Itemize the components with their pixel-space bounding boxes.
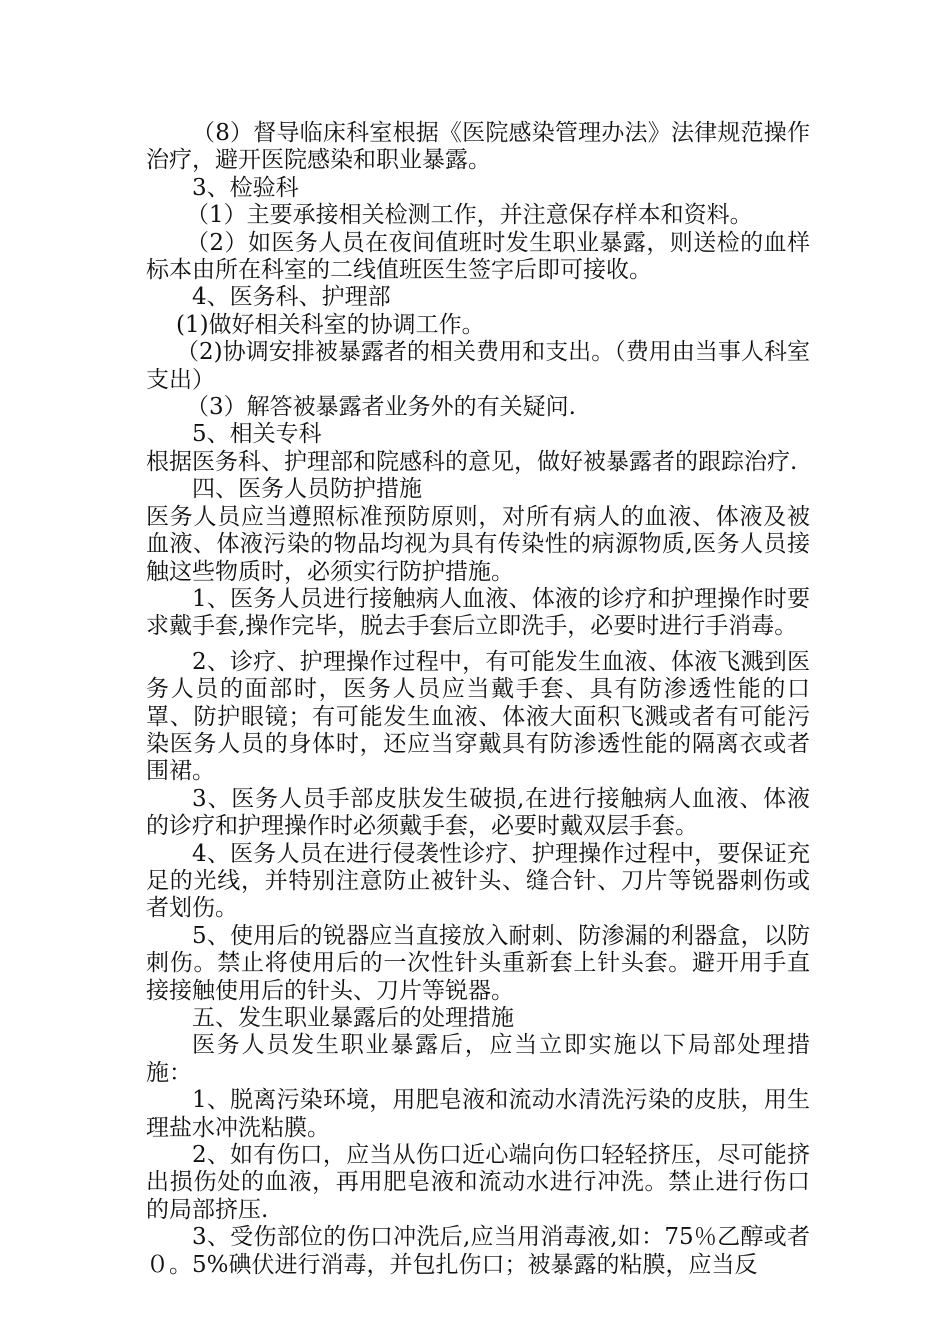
paragraph-supervise-clinical: （8）督导临床科室根据《医院感染管理办法》法律规范操作治疗，避开医院感染和职业暴露。 [146, 120, 810, 174]
heading-medical-nursing-dept: 4、医务科、护理部 [192, 284, 391, 311]
paragraph-exposure-1: 1、脱离污染环境，用肥皂液和流动水清洗污染的皮肤，用生理盐水冲洗粘膜。 [146, 1087, 810, 1141]
paragraph-exposure-intro: 医务人员发生职业暴露后，应当立即实施以下局部处理措施： [146, 1032, 810, 1086]
paragraph-dept-item-2: （2)协调安排被暴露者的相关费用和支出。（费用由当事人科室支出） [146, 339, 810, 393]
section-heading-protection: 四、医务人员防护措施 [192, 476, 422, 503]
paragraph-exposure-3: 3、受伤部位的伤口冲洗后,应当用消毒液,如：75％乙醇或者０。5%碘伏进行消毒，并包扎伤口；被暴露的粘膜，应当反 [146, 1224, 810, 1278]
paragraph-dept-item-1: (1)做好相关科室的协调工作。 [176, 311, 485, 338]
document-page [146, 120, 810, 1279]
paragraph-exposure-2: 2、如有伤口，应当从伤口近心端向伤口轻轻挤压，尽可能挤出损伤处的血液，再用肥皂液和流动水进行冲洗。禁止进行伤口的局部挤压. [146, 1142, 810, 1223]
paragraph-protection-1: 1、医务人员进行接触病人血液、体液的诊疗和护理操作时要求戴手套,操作完毕，脱去手套后立即洗手，必要时进行手消毒。 [146, 585, 810, 640]
heading-laboratory: 3、检验科 [192, 174, 299, 201]
paragraph-protection-5: 5、使用后的锐器应当直接放入耐刺、防渗漏的利器盒，以防刺伤。禁止将使用后的一次性针头重新套上针头套。避开用手直接接触使用后的针头、刀片等锐器。 [146, 922, 810, 1004]
section-heading-exposure-handling: 五、发生职业暴露后的处理措施 [192, 1005, 514, 1031]
paragraph-lab-item-2: （2）如医务人员在夜间值班时发生职业暴露，则送检的血样标本由所在科室的二线值班医生签字后即可接收。 [146, 229, 810, 284]
paragraph-protection-4: 4、医务人员在进行侵袭性诊疗、护理操作过程中，要保证充足的光线，并特别注意防止被针头、缝合针、刀片等锐器刺伤或者划伤。 [146, 840, 810, 922]
paragraph-lab-item-1: （1）主要承接相关检测工作，并注意保存样本和资料。 [186, 202, 753, 229]
paragraph-protection-3: 3、医务人员手部皮肤发生破损,在进行接触病人血液、体液的诊疗和护理操作时必须戴手套，必要时戴双层手套。 [146, 785, 810, 840]
paragraph-protection-2: 2、诊疗、护理操作过程中，有可能发生血液、体液飞溅到医务人员的面部时，医务人员应当戴手套、具有防渗透性能的口罩、防护眼镜；有可能发生血液、体液大面积飞溅或者有可能污染医务人员的身体时，还应当穿戴具有防渗透性能的隔离衣或者围裙。 [146, 648, 810, 785]
paragraph-specialty-followup: 根据医务科、护理部和院感科的意见，做好被暴露者的跟踪治疗. [146, 448, 798, 475]
paragraph-dept-item-3: （3）解答被暴露者业务外的有关疑问. [186, 394, 576, 421]
heading-related-specialty: 5、相关专科 [192, 421, 322, 448]
paragraph-standard-precautions: 医务人员应当遵照标准预防原则，对所有病人的血液、体液及被血液、体液污染的物品均视为具有传染性的病源物质,医务人员接触这些物质时，必须实行防护措施。 [146, 503, 810, 585]
